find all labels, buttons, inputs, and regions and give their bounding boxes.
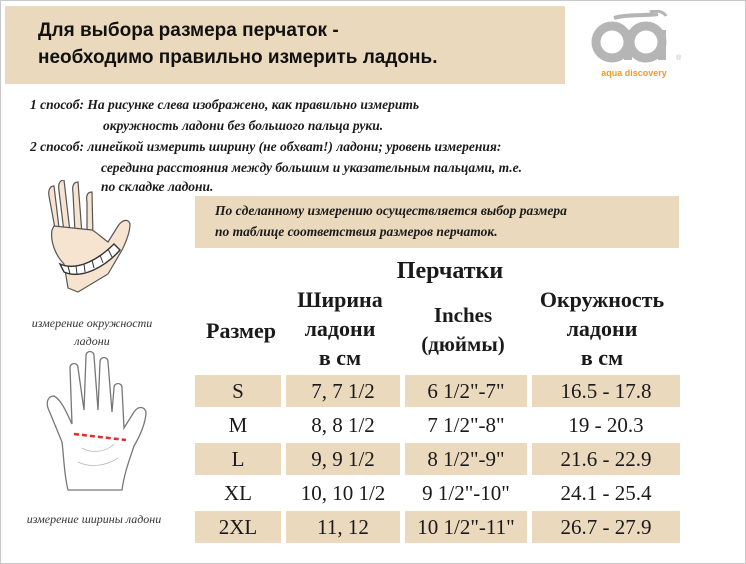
row-m-size: M	[228, 413, 248, 437]
row-s-width: 7, 7 1/2	[286, 375, 400, 407]
row-m-width: 8, 8 1/2	[311, 413, 375, 437]
row-l-circ: 21.6 - 22.9	[532, 443, 680, 475]
method-2-line-2: середина расстояния между большим и указательным пальцами, т.е.	[101, 160, 523, 175]
row-xl-inches: 9 1/2"-10"	[422, 481, 510, 505]
method-1-line-2: окружность ладони без большого пальца руки.	[103, 118, 384, 133]
hand-width-illustration	[42, 350, 152, 498]
row-s-inches: 6 1/2"-7"	[405, 375, 527, 407]
header-circ-line-3: в см	[580, 345, 624, 370]
hand-circumference-illustration	[30, 180, 150, 306]
header-inches-line-2: (дюймы)	[421, 332, 505, 356]
registered-mark: ®	[676, 55, 682, 62]
logo-text: aqua discovery	[601, 68, 667, 78]
row-l-size: L	[195, 443, 281, 475]
caption-circumference-line-2: ладони	[74, 334, 110, 348]
row-2xl-size: 2XL	[195, 511, 281, 543]
header-inches-line-1: Inches	[433, 303, 493, 327]
brand-logo	[584, 10, 684, 84]
header-size: Размер	[206, 318, 276, 343]
note-panel	[195, 196, 679, 248]
caption-width: измерение ширины ладони	[26, 512, 162, 526]
header-width-line-1: Ширина	[297, 287, 383, 312]
row-2xl-width: 11, 12	[286, 511, 400, 543]
row-s-size: S	[195, 375, 281, 407]
row-s-circ: 16.5 - 17.8	[532, 375, 680, 407]
row-2xl-inches: 10 1/2"-11"	[405, 511, 527, 543]
header-title-line-2: необходимо правильно измерить ладонь.	[38, 47, 438, 68]
row-2xl-circ: 26.7 - 27.9	[532, 511, 680, 543]
method-2-line-1: 2 способ: линейкой измерить ширину (не обхват!) ладони; уровень измерения:	[30, 139, 502, 154]
row-xl-circ: 24.1 - 25.4	[560, 481, 652, 505]
header-width-line-3: в см	[318, 345, 362, 370]
row-l-inches: 8 1/2"-9"	[405, 443, 527, 475]
row-xl-size: XL	[224, 481, 252, 505]
note-line-2: по таблице соответствия размеров перчаток.	[215, 224, 498, 239]
header-circ-line-1: Окружность	[539, 287, 665, 312]
aqua-discovery-logo-icon	[584, 10, 684, 70]
method-2-line-3: по складке ладони.	[101, 179, 214, 194]
header-panel	[5, 6, 565, 84]
note-line-1: По сделанному измерению осуществляется выбор размера	[215, 203, 567, 218]
header-width-line-2: ладони	[304, 316, 376, 341]
header-circ-line-2: ладони	[566, 316, 638, 341]
row-m-inches: 7 1/2"-8"	[427, 413, 505, 437]
method-1-line-1: 1 способ: На рисунке слева изображено, как правильно измерить	[30, 97, 420, 112]
row-l-width: 9, 9 1/2	[286, 443, 400, 475]
row-xl-width: 10, 10 1/2	[300, 481, 386, 505]
caption-circumference-line-1: измерение окружности	[31, 316, 153, 330]
row-m-circ: 19 - 20.3	[568, 413, 644, 437]
table-title: Перчатки	[396, 258, 504, 284]
header-title-line-1: Для выбора размера перчаток -	[38, 20, 339, 41]
